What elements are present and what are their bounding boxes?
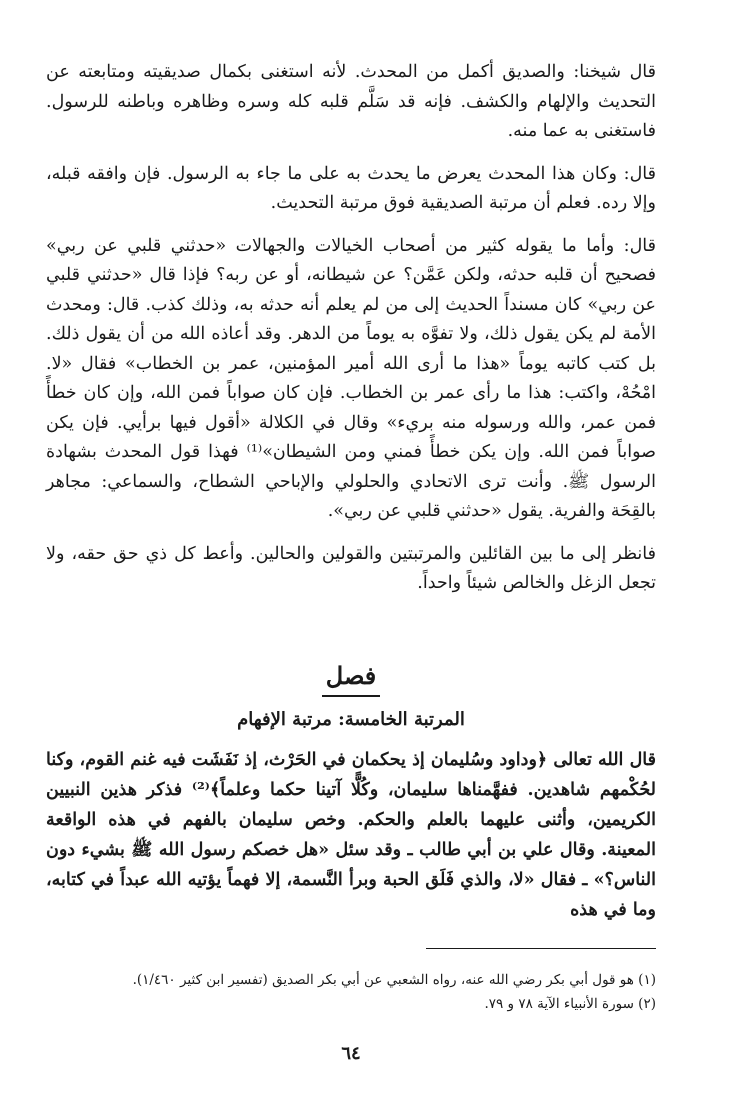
section-title [46,659,656,697]
paragraph-2: قال: وكان هذا المحدث يعرض ما يحدث به على ما جاء به الرسول. فإن وافقه قبله، وإلا رده. فعلم أن مرتبة الصديقية فوق مرتبة التحديث. [46,163,656,213]
footnote-divider [426,948,656,949]
paragraph-3: قال: وأما ما يقوله كثير من أصحاب الخيالات والجهالات «حدثني قلبي عن ربي» فصحيح أن قلبه حدثه، ولكن عَمَّن؟ عن شيطانه، أو عن ربه؟ فإذا قال «حدثني قلبي عن ربي» كان مسنداً الحديث إلى من لم يعلم أنه حدثه به، وذلك كذب. قال: ومحدث الأمة لم يكن يقول ذلك، ولا تفوَّه به يوماً من الدهر. وقد أعاذه الله من أن يقول ذلك. بل كتب كاتبه يوماً «هذا ما أرى الله أمير المؤمنين، عمر بن الخطاب» فقال «لا. امْحُهْ، واكتب: هذا ما رأى عمر بن الخطاب. فإن كان صواباً فمن الله، وإن كان خطأً فمن عمر، والله ورسوله منه بريء» وقال في الكلالة «أقول فيها برأيي. فإن يكن صواباً فمن الله. وإن يكن خطأً فمني ومن الشيطان»⁽¹⁾ فهذا قول المحدث بشهادة الرسول ﷺ. وأنت ترى الاتحادي والحلولي والإباحي الشطاح، والسماعي: مجاهر بالقِحَة والفرية. يقول «حدثني قلبي عن ربي». [46,235,657,521]
footnote-2: (٢) سورة الأنبياء الآية ٧٨ و ٧٩. [484,996,656,1012]
paragraph-4: فانظر إلى ما بين القائلين والمرتبتين والقولين والحالين. وأعط كل ذي حق حقه، ولا تجعل الزغل والخالص شيئاً واحداً. [46,543,656,593]
section-title-text: فصل [322,659,380,697]
page-number: ٦٤ [341,1043,361,1064]
subsection-title: المرتبة الخامسة: مرتبة الإفهام [237,708,465,730]
footnote-1: (١) هو قول أبي بكر رضي الله عنه، رواه الشعبي عن أبي بكر الصديق (تفسير ابن كثير ١/٤٦٠). [132,972,656,988]
footnotes [46,968,656,1016]
document-page [46,58,656,1104]
paragraph-1: قال شيخنا: والصديق أكمل من المحدث. لأنه استغنى بكمال صديقيته ومتابعته عن التحديث والإلهام والكشف. فإنه قد سَلَّم قلبه كله وسره وظاهره وباطنه للرسول. فاستغنى به عما منه. [46,62,656,141]
bold-paragraph: قال الله تعالى ﴿وداود وسُليمان إذ يحكمان في الحَرْث، إذ نَفَشَت فيه غنم القوم، وكنا لحُكْمهم شاهدين. ففهَّمناها سليمان، وكُلًّا آتينا حكما وعلماً﴾⁽²⁾ فذكر هذين النبيين الكريمين، وأثنى عليهما بالعلم والحكم. وخص سليمان بالفهم في هذه الواقعة المعينة. وقال علي بن أبي طالب ـ وقد سئل «هل خصكم رسول الله ﷺ بشيء دون الناس؟» ـ فقال «لا، والذي فَلَق الحبة وبرأ النَّسمة، إلا فهماً يؤتيه الله عبداً في كتابه، وما في هذه [46,749,656,920]
